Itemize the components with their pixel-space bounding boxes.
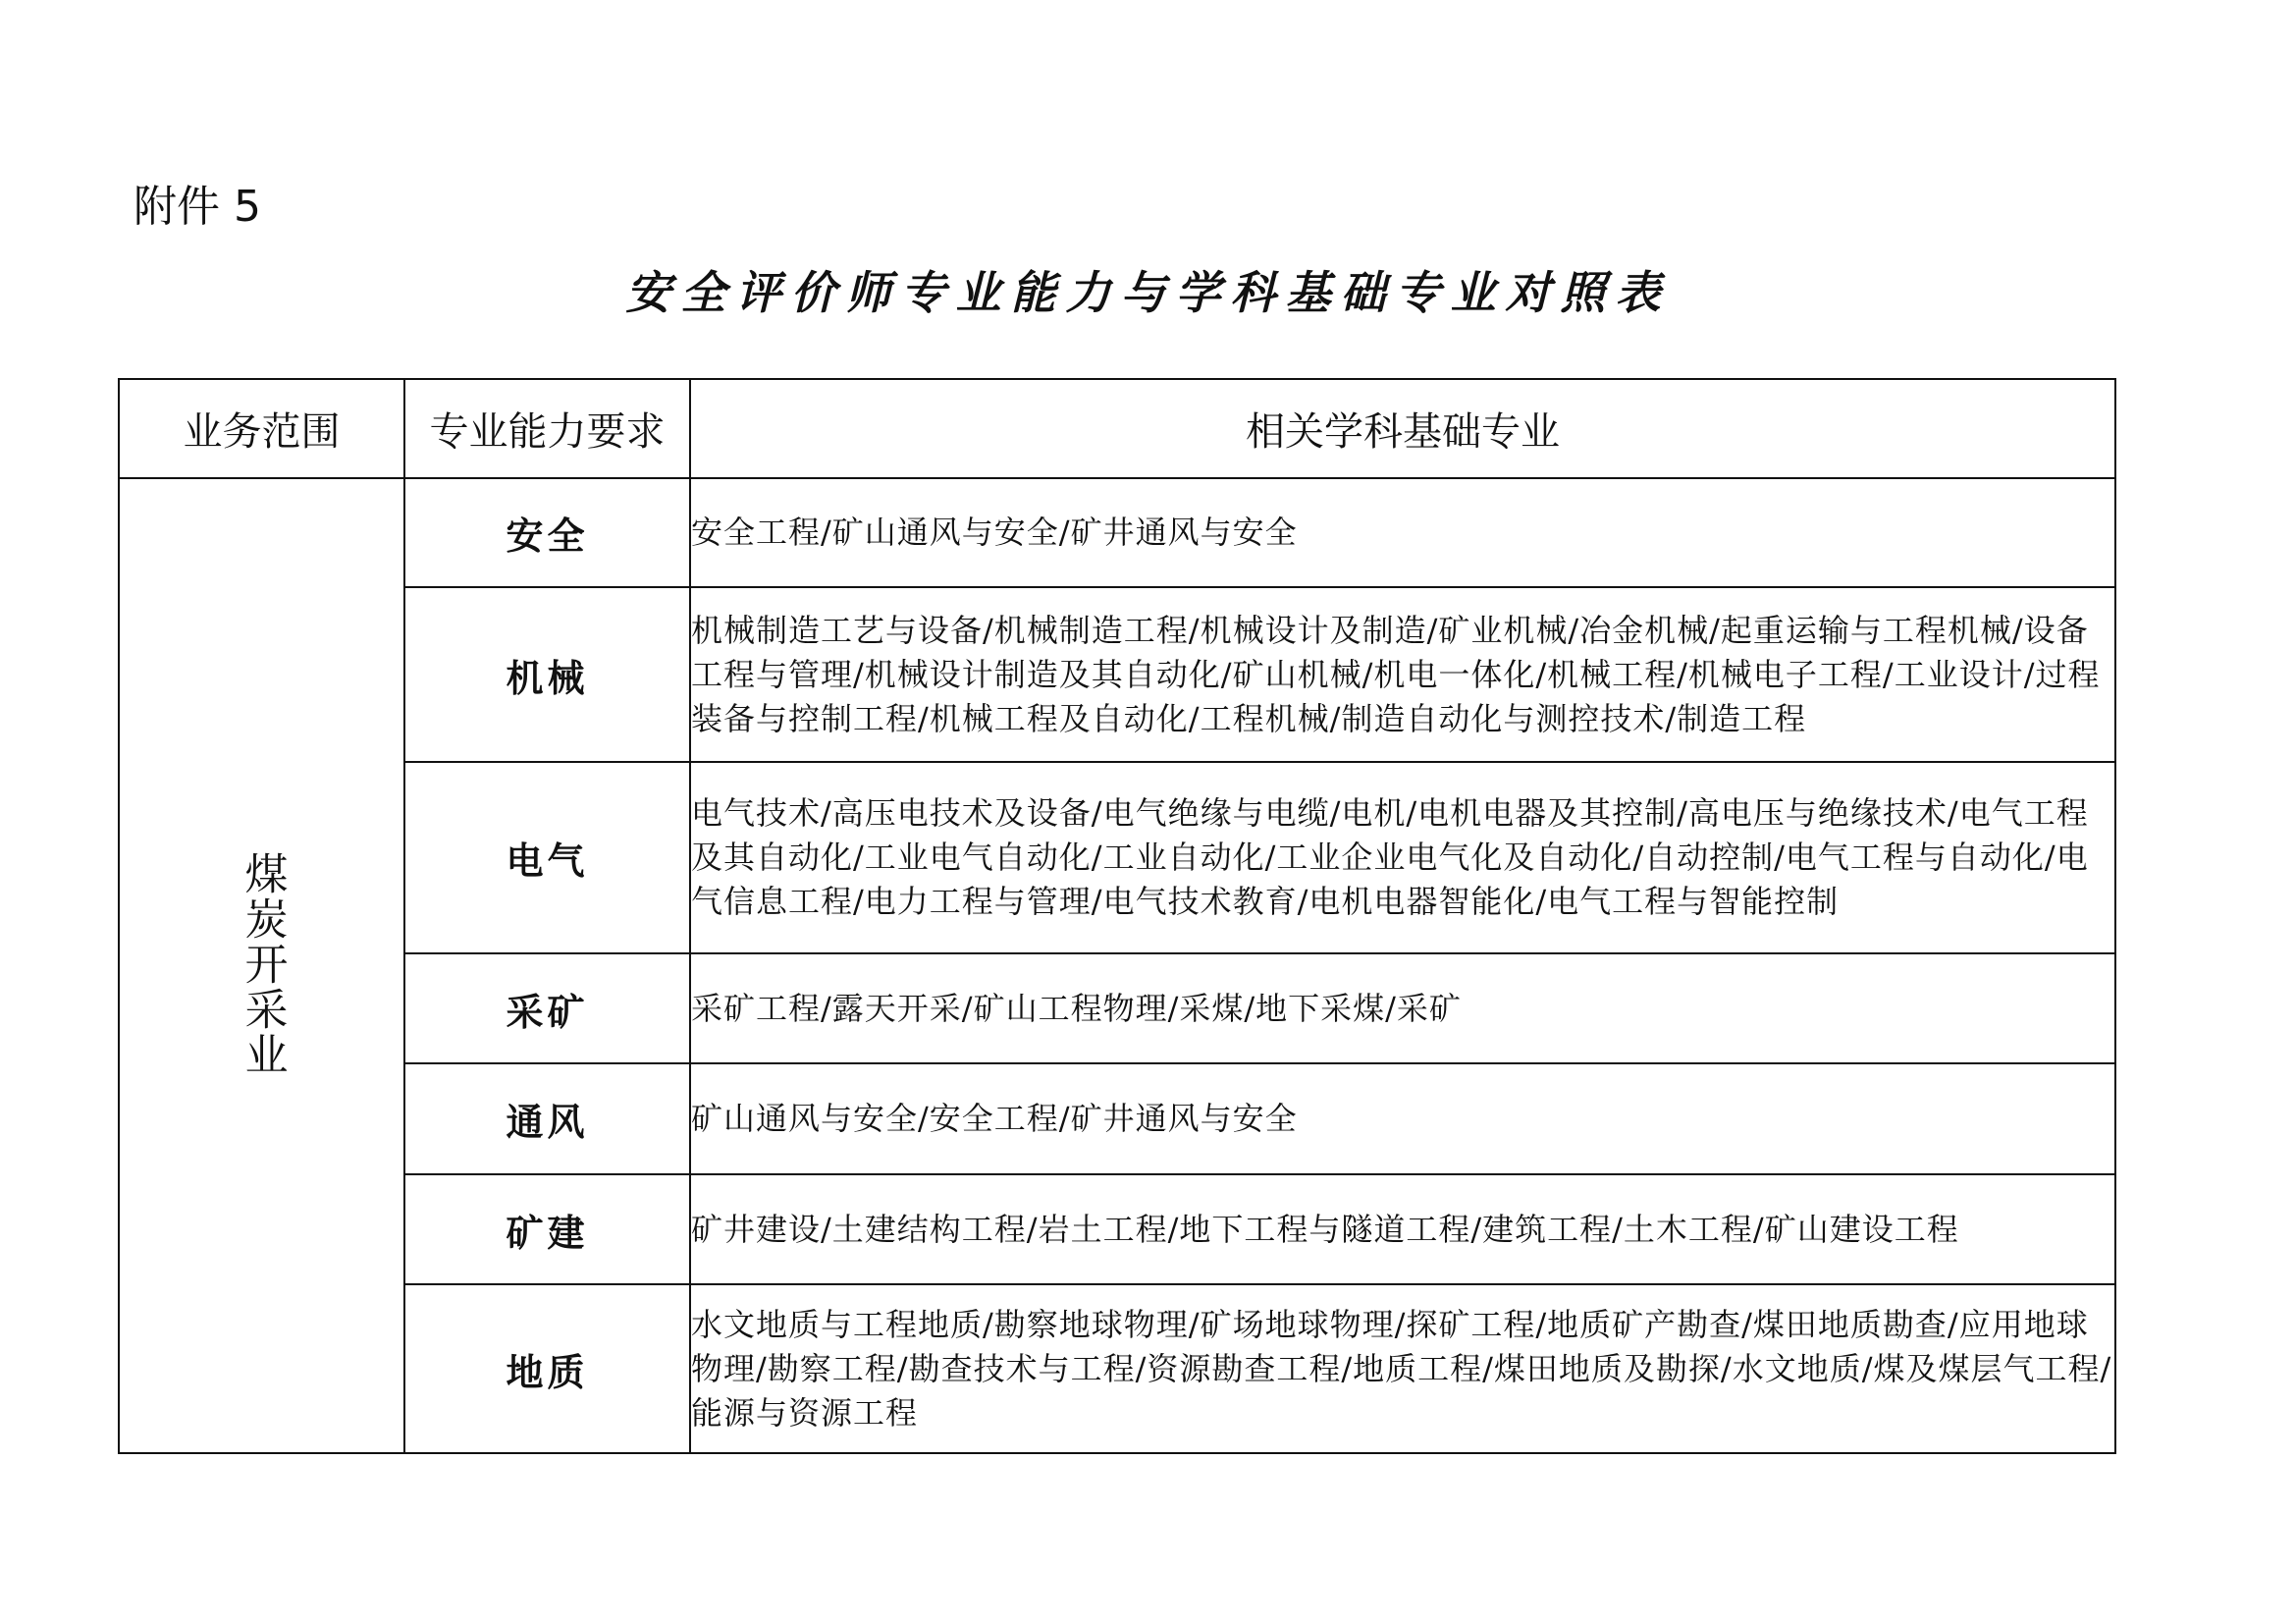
header-business-scope: 业务范围 [119, 379, 404, 478]
table-row [119, 1174, 2115, 1284]
capability-cell: 安全 [404, 478, 690, 587]
majors-cell: 电气技术/高压电技术及设备/电气绝缘与电缆/电机/电机电器及其控制/高电压与绝缘技术/电气工程及其自动化/工业电气自动化/工业自动化/工业企业电气化及自动化/自动控制/电气工程与自动化/电气信息工程/电力工程与管理/电气技术教育/电机电器智能化/电气工程与智能控制 [690, 762, 2115, 953]
majors-cell: 矿山通风与安全/安全工程/矿井通风与安全 [690, 1063, 2115, 1174]
document-title: 安全评价师专业能力与学科基础专业对照表 [625, 266, 1671, 319]
table-row [119, 587, 2115, 762]
header-capability: 专业能力要求 [404, 379, 690, 478]
capability-cell: 电气 [404, 762, 690, 953]
majors-cell: 矿井建设/土建结构工程/岩土工程/地下工程与隧道工程/建筑工程/土木工程/矿山建设工程 [690, 1174, 2115, 1284]
majors-cell: 水文地质与工程地质/勘察地球物理/矿场地球物理/探矿工程/地质矿产勘查/煤田地质勘查/应用地球物理/勘察工程/勘查技术与工程/资源勘查工程/地质工程/煤田地质及勘探/水文地质/煤及煤层气工程/能源与资源工程 [690, 1284, 2115, 1453]
business-scope-text: 煤炭开采业 [237, 850, 288, 1077]
majors-cell: 安全工程/矿山通风与安全/矿井通风与安全 [690, 478, 2115, 587]
table-row [119, 1284, 2115, 1453]
capability-cell: 通风 [404, 1063, 690, 1174]
header-related-majors: 相关学科基础专业 [690, 379, 2115, 478]
table-header-row [119, 379, 2115, 478]
business-scope-cell [119, 478, 404, 1453]
attachment-label: 附件 5 [133, 182, 261, 232]
capability-cell: 地质 [404, 1284, 690, 1453]
capability-cell: 采矿 [404, 953, 690, 1063]
majors-cell: 机械制造工艺与设备/机械制造工程/机械设计及制造/矿业机械/冶金机械/起重运输与工程机械/设备工程与管理/机械设计制造及其自动化/矿山机械/机电一体化/机械工程/机械电子工程/工业设计/过程装备与控制工程/机械工程及自动化/工程机械/制造自动化与测控技术/制造工程 [690, 587, 2115, 762]
table-row [119, 1063, 2115, 1174]
majors-cell: 采矿工程/露天开采/矿山工程物理/采煤/地下采煤/采矿 [690, 953, 2115, 1063]
capability-cell: 机械 [404, 587, 690, 762]
table-row [119, 953, 2115, 1063]
table-row [119, 478, 2115, 587]
reference-table [118, 378, 2116, 1454]
capability-cell: 矿建 [404, 1174, 690, 1284]
table-row [119, 762, 2115, 953]
